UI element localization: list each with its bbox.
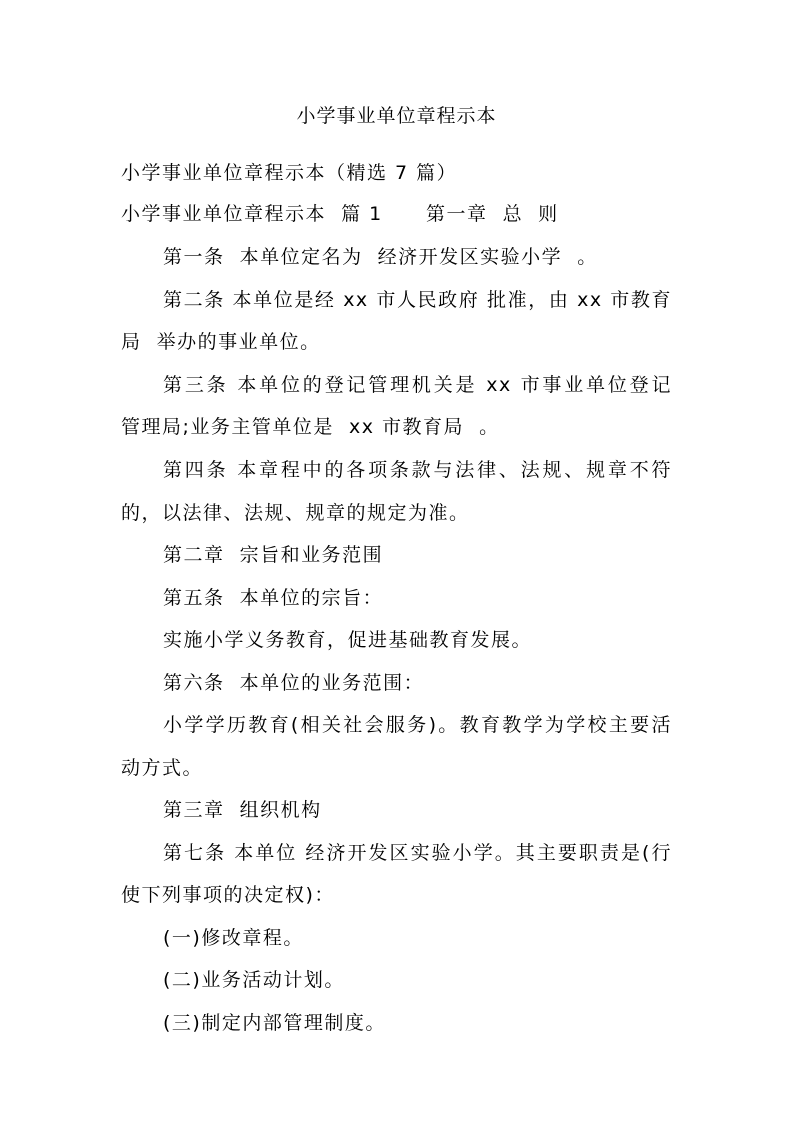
paragraph-line: 第三条 本单位的登记管理机关是 xx 市事业单位登记 — [163, 374, 672, 396]
paragraph-line: 管理局;业务主管单位是 xx 市教育局 。 — [121, 416, 500, 438]
paragraph-line: 第四条 本章程中的各项条款与法律、法规、规章不符 — [163, 459, 672, 481]
paragraph-line: 动方式。 — [121, 757, 204, 779]
list-item: (二)业务活动计划。 — [163, 969, 345, 991]
piece-heading: 小学事业单位章程示本 篇 1 — [121, 203, 383, 225]
paragraph-line: 小学学历教育(相关社会服务)。教育教学为学校主要活 — [163, 714, 672, 736]
subtitle: 小学事业单位章程示本（精选 7 篇） — [121, 162, 458, 184]
paragraph-line: 第一条 本单位定名为 经济开发区实验小学 。 — [163, 246, 598, 268]
document-title: 小学事业单位章程示本 — [296, 105, 497, 127]
paragraph-line: 第二条 本单位是经 xx 市人民政府 批准，由 xx 市教育 — [163, 289, 672, 311]
paragraph-line: 实施小学义务教育，促进基础教育发展。 — [163, 629, 533, 651]
chapter-heading: 第二章 宗旨和业务范围 — [163, 544, 384, 566]
paragraph-line: 第五条 本单位的宗旨： — [163, 587, 384, 609]
paragraph-line: 使下列事项的决定权)： — [121, 884, 335, 906]
paragraph-line: 的，以法律、法规、规章的规定为准。 — [121, 502, 470, 524]
paragraph-line: 局 举办的事业单位。 — [121, 331, 321, 353]
paragraph-line: 第七条 本单位 经济开发区实验小学。其主要职责是(行 — [163, 842, 672, 864]
list-item: (三)制定内部管理制度。 — [163, 1012, 386, 1034]
paragraph-line: 第六条 本单位的业务范围： — [163, 672, 425, 694]
list-item: (一)修改章程。 — [163, 927, 304, 949]
chapter-heading: 第一章 总 则 — [426, 203, 559, 225]
chapter-heading: 第三章 组织机构 — [163, 799, 322, 821]
